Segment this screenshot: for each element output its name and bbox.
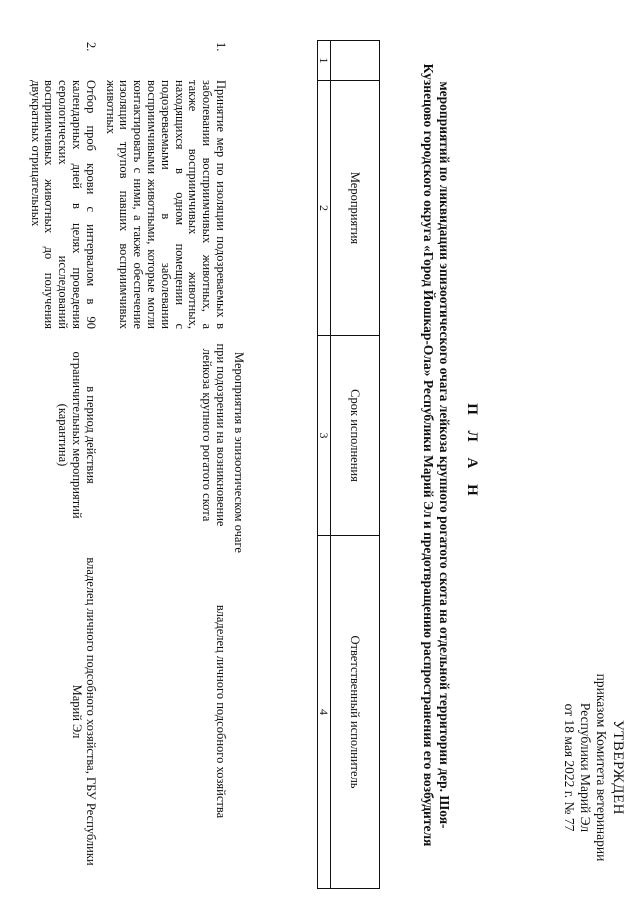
column-number-3: 3 [318,336,331,536]
approval-line-1: приказом Комитета ветеринарии [594,673,609,862]
plan-table-header [317,40,380,889]
document-subtitle: мероприятий по ликвидации эпизоотического очага лейкоза крупного рогатого скота на отдельной территории дер. Шоя-Кузнецово городского округа «Город Йошкар-Ола» Республики Марий Эл и предотвращению распространения его возбудителя [421,63,452,847]
row-measure: Принятие мер по изоляции подозреваемых в заболевании восприимчивых животных, а также восприимчивых животных, находящихся в одном помещении с подозреваемыми в заболевании восприимчивыми животными, которые могли контактировать с ними, а также обеспечение изоляции трупов павших восприимчивых животных [103,80,228,329]
column-number-4: 4 [318,536,331,889]
approval-stamp-block [561,650,626,885]
plan-table-body [22,40,227,888]
row-number: 2. [83,42,98,52]
header-cell-number [331,41,380,81]
table-row [103,40,227,888]
column-number-1: 1 [318,41,331,81]
document-title: П Л А Н [464,403,480,502]
row-deadline: в период действия ограничительных мероприятий (карантина) [56,351,98,519]
row-deadline: при подозрении на возникновение лейкоза крупного рогатого скота [200,343,228,527]
approval-line-3: от 18 мая 2022 г. № 77 [562,703,577,832]
row-responsible: владелец личного подсобного хозяйства [214,604,228,819]
header-cell-responsible: Ответственный исполнитель [331,536,380,889]
row-measure: Отбор проб крови с интервалом в 90 календарных дней в целях проведения серологических исследований восприимчивых животных до получения двукратных отрицательных [28,80,98,329]
table-row [28,40,97,888]
column-number-2: 2 [318,81,331,336]
section-heading: Мероприятия в эпизоотическом очаге [232,352,246,553]
table-column-number-row [318,41,331,889]
header-cell-deadline: Срок исполнения [331,336,380,536]
row-responsible: владелец личного подсобного хозяйства, ГБУ Республики Марий Эл [70,557,98,866]
row-number: 1. [214,42,228,52]
table-header-row [331,41,380,889]
header-cell-measures: Мероприятия [331,81,380,336]
approval-line-2: Республики Марий Эл [578,702,593,833]
approval-title: УТВЕРЖДЕН [610,720,626,815]
